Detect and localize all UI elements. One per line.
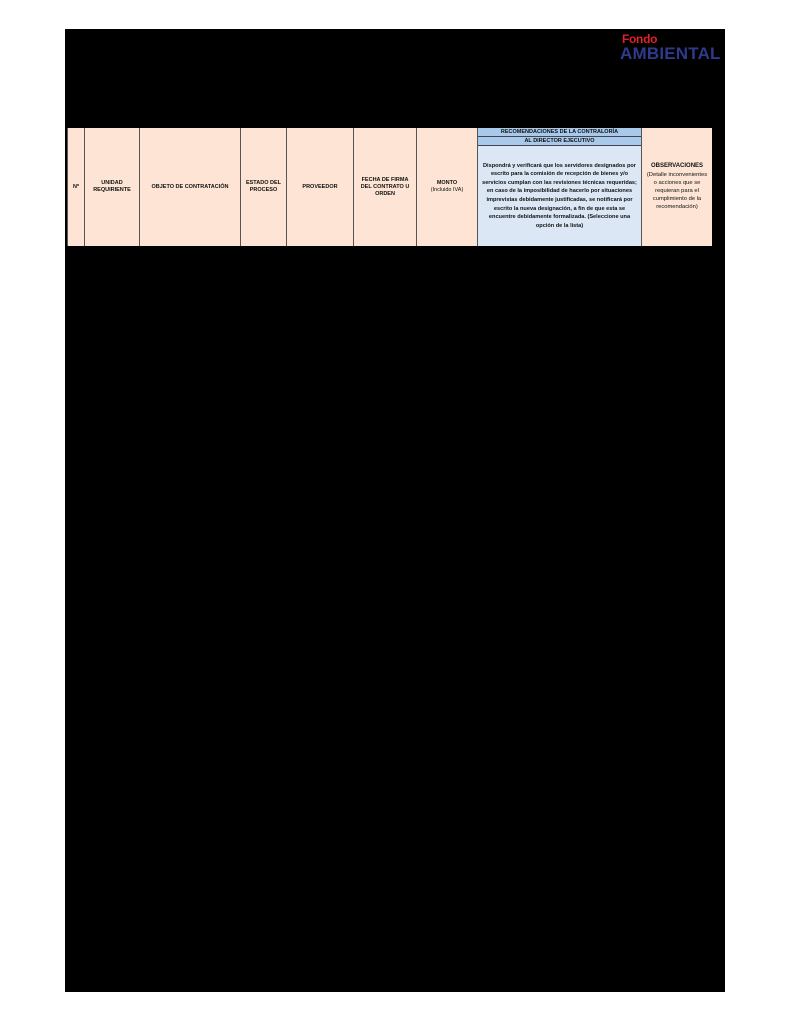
column-estado-proceso: ESTADO DEL PROCESO xyxy=(240,128,286,246)
recommendations-body: Dispondrá y verificará que los servidores designados por escrito para la comisión de recepción de bienes y/o servicios cumplan con las revisiones técnicas requeridas; en caso de la imposibilidad de hacerlo por situaciones imprevistas debidamente justificadas, se notificará por escrito la nueva designación, a fin de que esta se encuentre debidamente formalizada. (Seleccione una opción de la lista) xyxy=(478,146,641,246)
fondo-ambiental-logo xyxy=(620,33,724,63)
recommendations-subtitle: AL DIRECTOR EJECUTIVO xyxy=(478,137,641,146)
column-number: Nº xyxy=(67,128,84,246)
column-observaciones xyxy=(641,128,712,246)
column-monto-sub: (Incluido IVA) xyxy=(430,187,464,193)
observaciones-body: (Detalle inconvenientes o acciones que se requieran para el cumplimiento de la recomendación) xyxy=(646,171,708,211)
column-monto: MONTO (Incluido IVA) xyxy=(416,128,477,246)
document-page xyxy=(65,29,725,992)
logo-line-ambiental: AMBIENTAL xyxy=(620,44,721,63)
column-unidad-requiriente: UNIDAD REQUIRIENTE xyxy=(84,128,139,246)
column-proveedor: PROVEEDOR xyxy=(286,128,353,246)
column-objeto-contratacion: OBJETO DE CONTRATACIÓN xyxy=(139,128,240,246)
observaciones-title: OBSERVACIONES xyxy=(650,163,704,170)
header-table xyxy=(67,128,712,246)
recommendations-title: RECOMENDACIONES DE LA CONTRALORÍA xyxy=(478,128,641,137)
logo-line-fondo: Fondo xyxy=(622,32,658,46)
column-fecha-firma: FECHA DE FIRMA DEL CONTRATO U ORDEN xyxy=(353,128,416,246)
recommendations-column xyxy=(477,128,641,246)
